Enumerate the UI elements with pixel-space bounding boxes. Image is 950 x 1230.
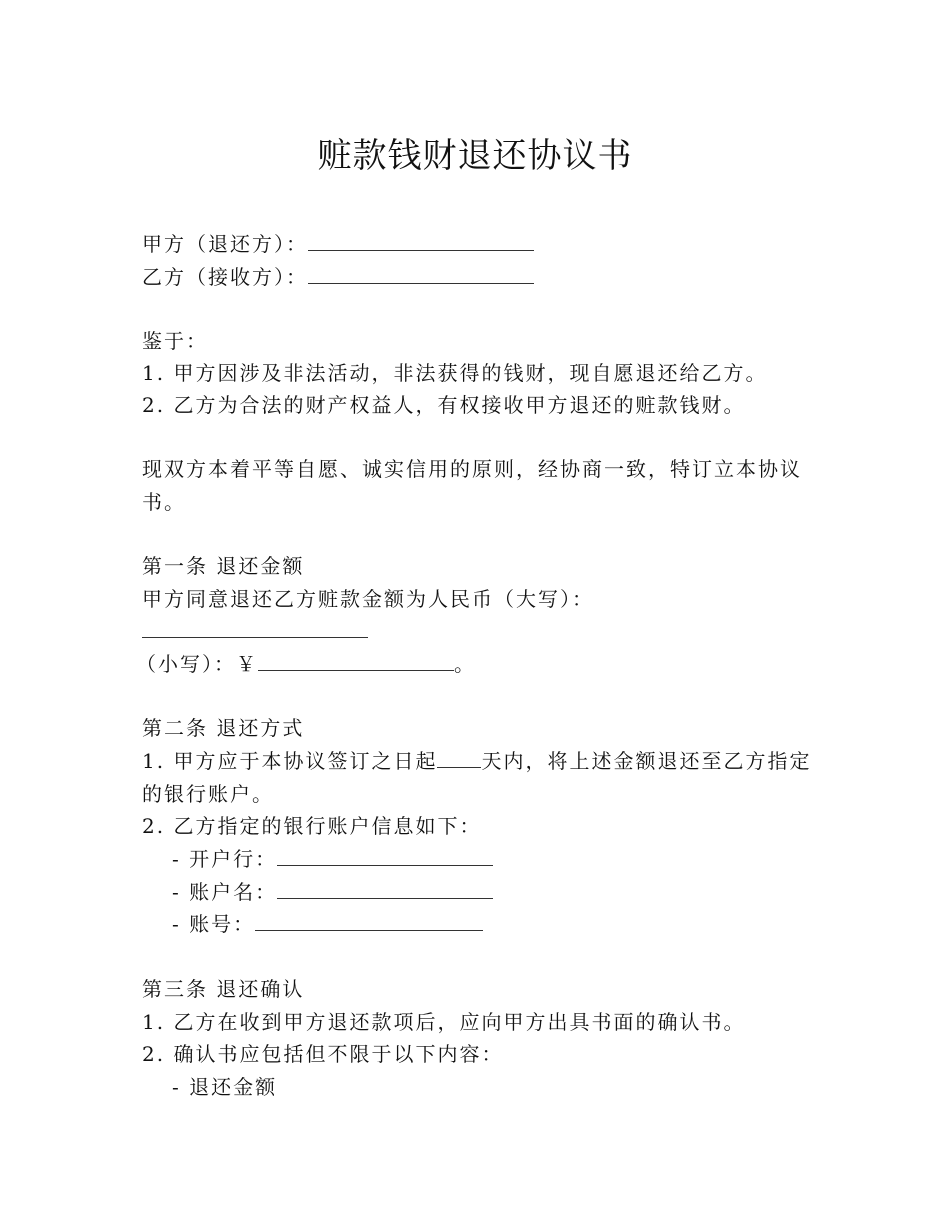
document-title: 赃款钱财退还协议书: [317, 136, 633, 176]
amount-uppercase-line: [142, 615, 368, 647]
article2-item-1-text-a: 1. 甲方应于本协议签订之日起: [142, 749, 438, 773]
preamble-line-2: 书。: [142, 490, 186, 514]
article2-item-1-cont: 的银行账户。: [142, 782, 274, 806]
party-b-label: 乙方（接收方）：: [142, 265, 308, 289]
amount-uppercase-blank[interactable]: [142, 615, 368, 638]
amount-lowercase-label: （小写）：￥: [136, 652, 258, 676]
party-a-blank[interactable]: [308, 228, 534, 251]
whereas-item-2: 2. 乙方为合法的财产权益人，有权接收甲方退还的赃款钱财。: [142, 393, 746, 417]
account-name-label: - 账户名：: [172, 880, 278, 904]
bank-name-line: [172, 843, 493, 875]
article1-text: 甲方同意退还乙方赃款金额为人民币（大写）：: [142, 587, 594, 611]
bank-name-blank[interactable]: [277, 843, 493, 866]
whereas-item-1: 1. 甲方因涉及非法活动，非法获得的钱财，现自愿退还给乙方。: [142, 361, 768, 385]
account-number-line: [172, 908, 483, 940]
account-name-blank[interactable]: [277, 876, 493, 899]
article2-item-1-text-b: 天内，将上述金额退还至乙方指定: [481, 749, 812, 773]
article2-item-2: 2. 乙方指定的银行账户信息如下：: [142, 814, 482, 838]
amount-lowercase-blank[interactable]: [258, 648, 454, 671]
party-a-line: [142, 228, 534, 260]
account-number-blank[interactable]: [255, 908, 483, 931]
days-blank[interactable]: [437, 745, 481, 768]
article3-item-2: 2. 确认书应包括但不限于以下内容：: [142, 1042, 504, 1066]
article2-heading: 第二条 退还方式: [142, 716, 305, 740]
bank-name-label: - 开户行：: [172, 847, 278, 871]
preamble-line-1: 现双方本着平等自愿、诚实信用的原则，经协商一致，特订立本协议: [142, 457, 802, 481]
amount-lowercase-suffix: 。: [454, 652, 476, 676]
whereas-heading: 鉴于：: [142, 329, 208, 353]
party-a-label: 甲方（退还方）：: [142, 232, 308, 256]
article3-sub-1: - 退还金额: [172, 1075, 278, 1099]
article2-item-1: [142, 745, 811, 777]
party-b-line: [142, 261, 534, 293]
article3-item-1: 1. 乙方在收到甲方退还款项后，应向甲方出具书面的确认书。: [142, 1010, 746, 1034]
article1-heading: 第一条 退还金额: [142, 554, 305, 578]
article3-heading: 第三条 退还确认: [142, 977, 305, 1001]
party-b-blank[interactable]: [308, 261, 534, 284]
account-number-label: - 账号：: [172, 912, 256, 936]
amount-lowercase-line: [136, 648, 476, 680]
account-name-line: [172, 876, 493, 908]
